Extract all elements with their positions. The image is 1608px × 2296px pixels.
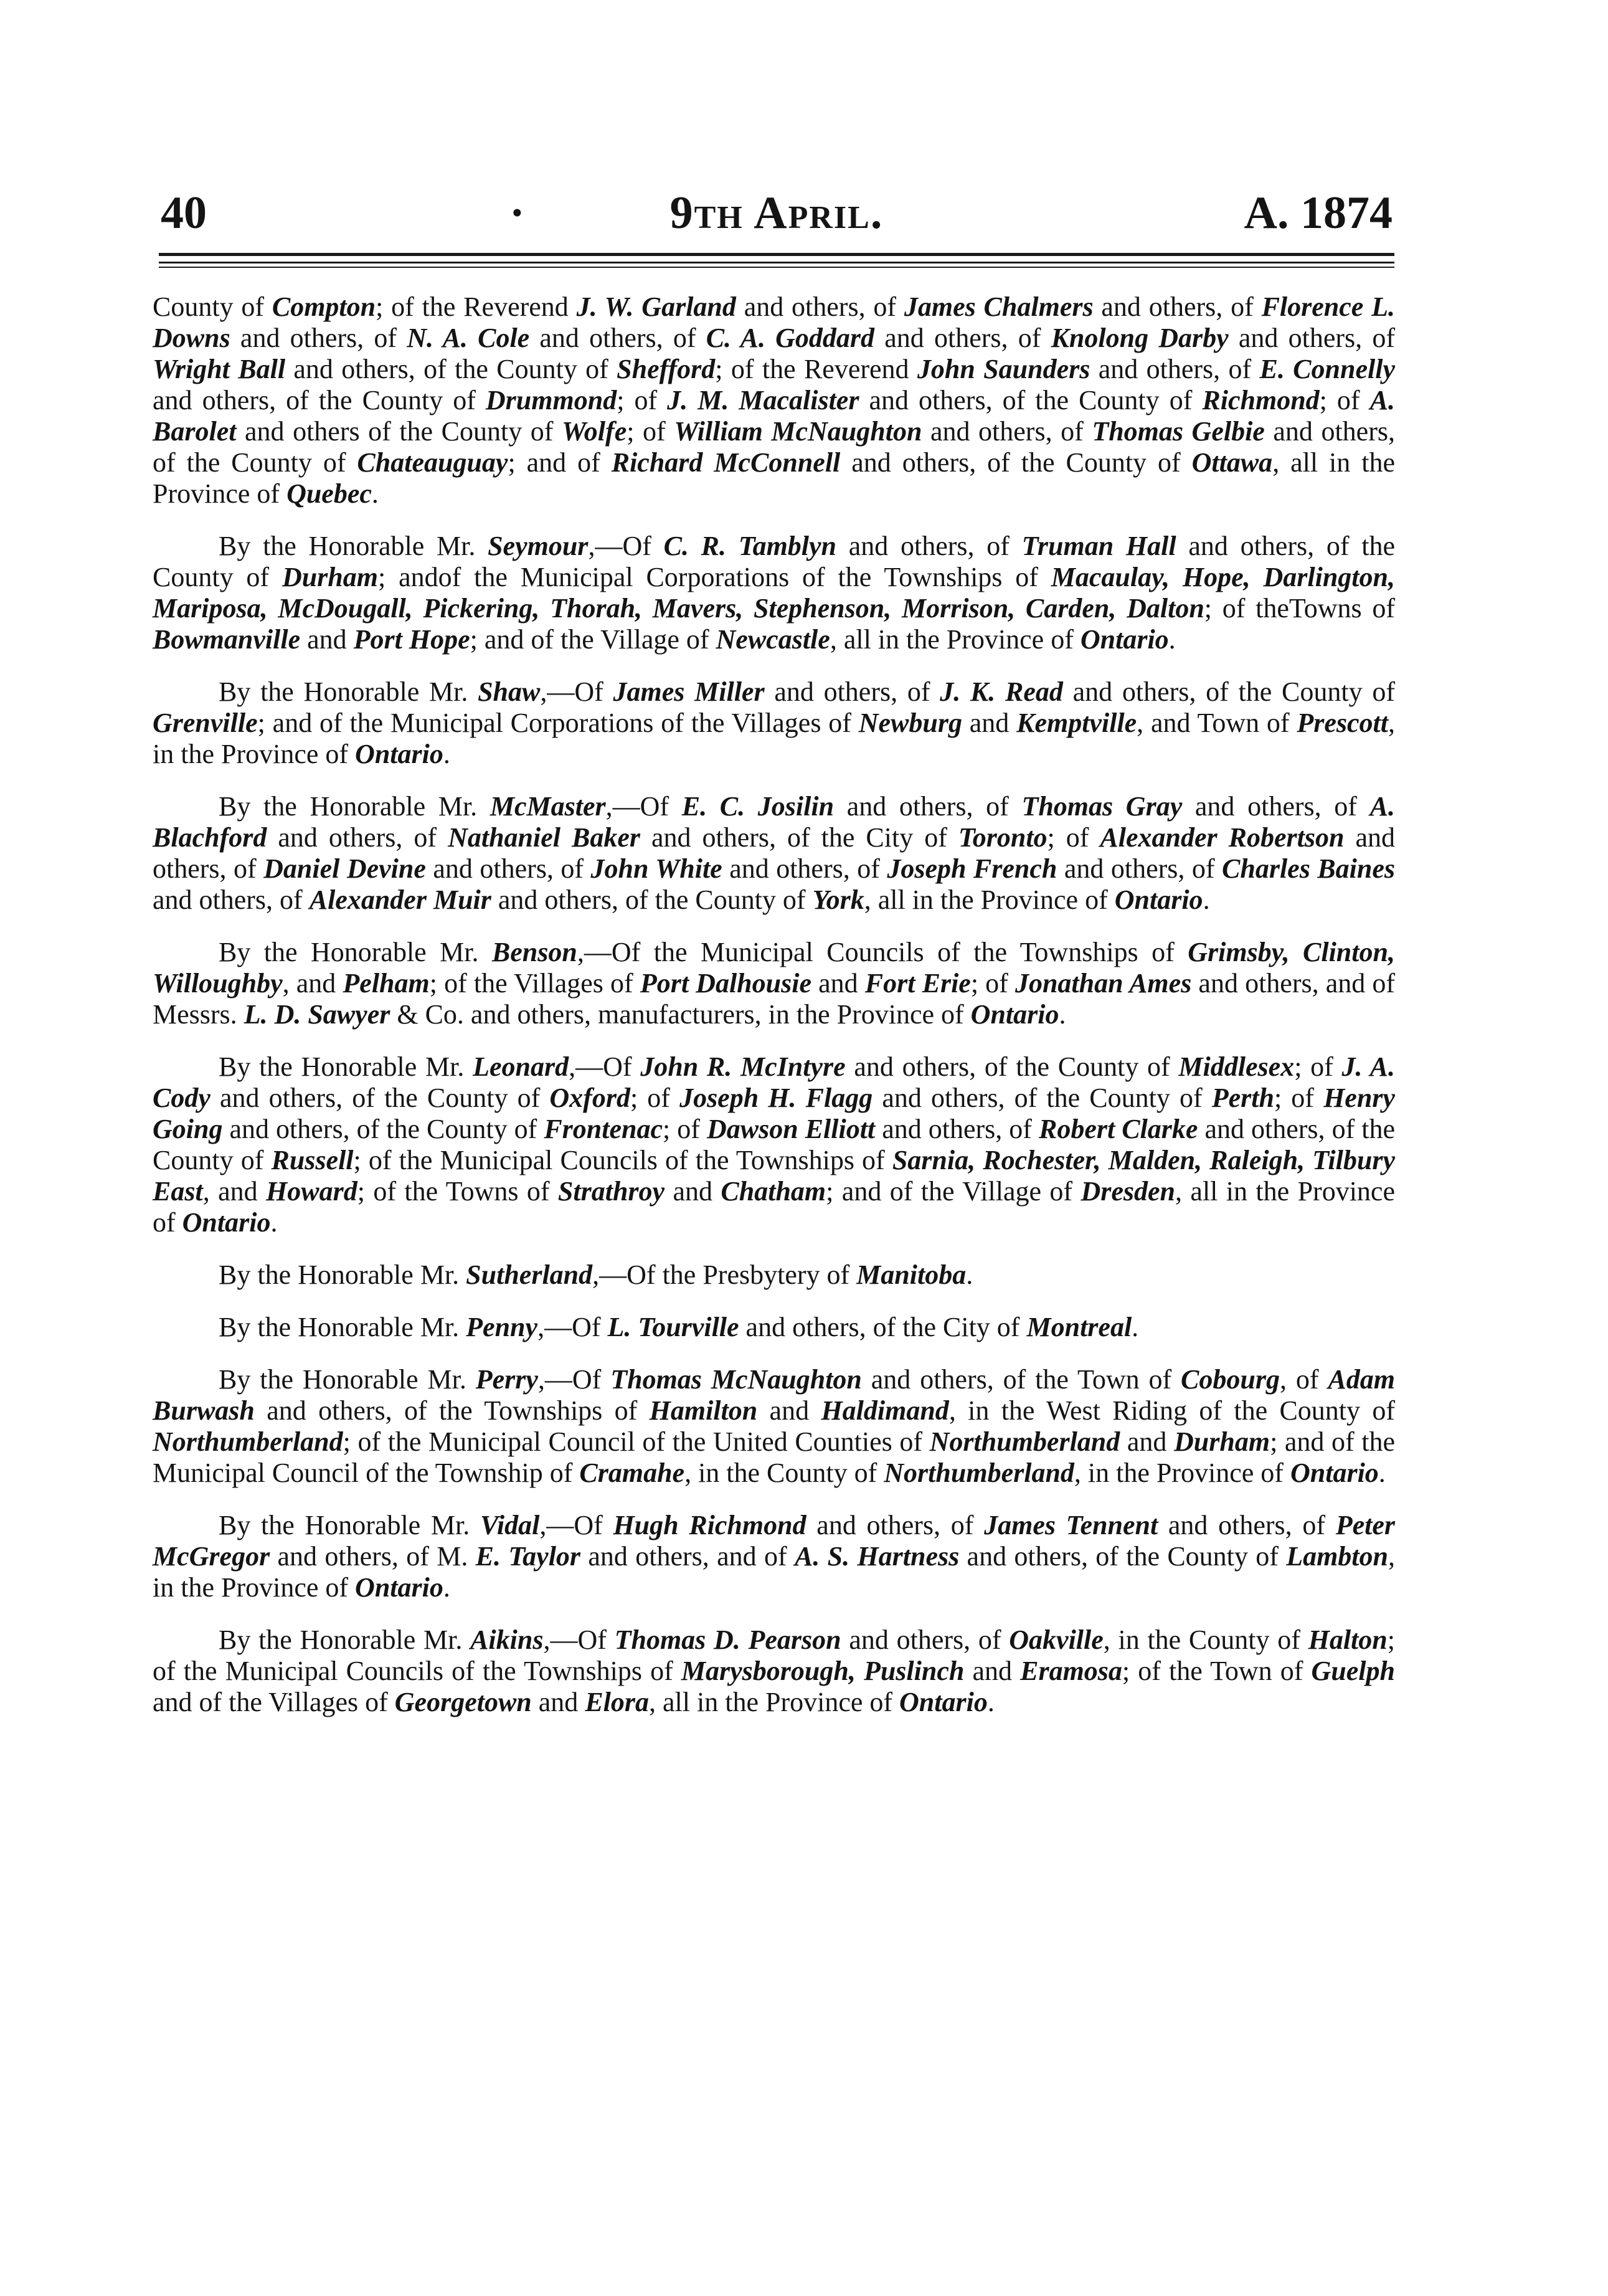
text-run: and others, of [722, 853, 887, 884]
text-run: ; of the Reverend [376, 292, 577, 322]
paragraph [153, 1364, 1395, 1489]
text-run: ; of [1047, 822, 1100, 853]
italic-name: Strathroy [557, 1176, 665, 1207]
text-run: and others, of the County of [491, 885, 813, 915]
text-run: , all in the Province of [153, 447, 1395, 509]
italic-name: Oxford [549, 1083, 630, 1113]
text-run: and [300, 624, 354, 655]
text-run: ; and of the Village of [826, 1176, 1081, 1207]
italic-name: John R. McIntyre [640, 1051, 846, 1082]
text-run: and others, of [1158, 1510, 1336, 1540]
italic-name: E. Connelly [1259, 354, 1395, 384]
italic-name: Marysborough, Puslinch [681, 1656, 965, 1686]
italic-name: Georgetown [394, 1687, 532, 1717]
text-run: and others, of [1228, 323, 1395, 353]
italic-name: Durham [1173, 1426, 1270, 1457]
paragraph [153, 791, 1395, 916]
text-run: and of the Villages of [153, 1687, 395, 1717]
italic-name: Kemptville [1016, 708, 1137, 738]
text-run: By the Honorable Mr. [219, 676, 478, 707]
text-run: and others, of [764, 676, 940, 707]
italic-name: Ontario [182, 1207, 271, 1238]
italic-name: Quebec [286, 478, 372, 509]
text-run: and others, of [1090, 354, 1260, 384]
header-date: 9th April. [669, 187, 884, 239]
text-run: ,—Of [569, 1051, 641, 1082]
text-run: ,—Of the Municipal Councils of the Townships of [577, 937, 1188, 967]
italic-name: Adam Burwash [153, 1364, 1395, 1426]
page-header [161, 187, 1393, 255]
italic-name: Hamilton [649, 1395, 758, 1426]
italic-name: Port Dalhousie [640, 968, 811, 999]
paragraph [153, 937, 1395, 1030]
text-run: and others, of the County of [845, 1051, 1179, 1082]
italic-name: Shaw [478, 676, 541, 707]
text-run: and others of the County of [236, 416, 562, 447]
text-run: . [1168, 624, 1176, 655]
italic-name: Aikins [470, 1625, 544, 1655]
text-run: and others, of [1093, 292, 1262, 322]
italic-name: Dawson Elliott [706, 1114, 876, 1144]
italic-name: John Saunders [917, 354, 1090, 384]
italic-name: J. M. Macalister [667, 385, 859, 415]
italic-name: L. D. Sawyer [244, 999, 390, 1030]
text-run: ; andof the Municipal Corporations of the Townships of [378, 562, 1051, 592]
italic-name: Northumberland [153, 1426, 343, 1457]
text-run: ; of [630, 1083, 680, 1113]
italic-name: Northumberland [884, 1458, 1074, 1488]
italic-name: Sarnia, Rochester, Malden, Raleigh, Tilbury East [153, 1145, 1395, 1207]
text-run: . [443, 739, 450, 769]
text-run: & Co. and others, manufacturers, in the Province of [390, 999, 971, 1030]
italic-name: Ontario [1114, 885, 1203, 915]
italic-name: Chatham [721, 1176, 826, 1207]
italic-name: Macaulay, Hope, Darlington, Mariposa, McDougall, Pickering, Thorah, Mavers, Stephenson, Morrison, Carden, Dalton [153, 562, 1395, 624]
paragraph [153, 1510, 1395, 1603]
italic-name: Benson [491, 937, 577, 967]
paragraph [153, 676, 1395, 770]
italic-name: Hugh Richmond [613, 1510, 806, 1540]
italic-name: Pelham [343, 968, 430, 999]
italic-name: C. A. Goddard [706, 323, 875, 353]
text-run: By the Honorable Mr. [219, 1312, 466, 1342]
italic-name: Richard McConnell [611, 447, 841, 478]
text-run: . [371, 478, 379, 509]
italic-name: McMaster [489, 791, 606, 822]
text-run: and others, of the County of [153, 531, 1395, 592]
paragraph [153, 292, 1395, 510]
text-run: and others, of the County of [285, 354, 617, 384]
italic-name: Richmond [1202, 385, 1320, 415]
text-run: and others, of [874, 323, 1051, 353]
text-run: , in the County of [1103, 1625, 1308, 1655]
italic-name: Howard [266, 1176, 357, 1207]
text-run: , all in the Province of [153, 1176, 1395, 1238]
italic-name: Halton [1308, 1625, 1388, 1655]
text-run: and others, and of [580, 1541, 795, 1572]
italic-name: E. Taylor [475, 1541, 581, 1572]
italic-name: Leonard [473, 1051, 569, 1082]
paragraph [153, 1625, 1395, 1718]
text-run: and others, of [267, 822, 448, 853]
italic-name: Russell [271, 1145, 354, 1175]
text-run: and others, of M. [270, 1541, 476, 1572]
italic-name: Knolong Darby [1051, 323, 1229, 353]
italic-name: Wright Ball [153, 354, 286, 384]
text-run: ; of the Municipal Councils of the Townships of [353, 1145, 892, 1175]
text-run: , in the Province of [1074, 1458, 1290, 1488]
italic-name: Ontario [1080, 624, 1169, 655]
italic-name: Cramahe [579, 1458, 685, 1488]
text-run: , and [202, 1176, 267, 1207]
text-run: ,—Of [540, 676, 613, 707]
italic-name: Port Hope [353, 624, 470, 655]
text-run: ,—Of [539, 1510, 613, 1540]
text-run: By the Honorable Mr. [219, 1510, 480, 1540]
text-run: and others, of the County of [153, 385, 486, 415]
italic-name: Truman Hall [1021, 531, 1176, 561]
text-run: and others, of [230, 323, 407, 353]
italic-name: Ontario [355, 1572, 443, 1603]
text-run: and others, of [735, 292, 904, 322]
text-run: . [443, 1572, 450, 1603]
text-run: ,—Of [605, 791, 682, 822]
italic-name: Cobourg [1181, 1364, 1280, 1395]
text-run: , all in the Province of [649, 1687, 900, 1717]
italic-name: Haldimand [821, 1395, 949, 1426]
italic-name: Florence L. Downs [153, 292, 1396, 353]
italic-name: Middlesex [1178, 1051, 1295, 1082]
text-run: . [1203, 885, 1210, 915]
italic-name: Northumberland [929, 1426, 1120, 1457]
text-run: and others, of the County of [1062, 676, 1395, 707]
italic-name: James Chalmers [904, 292, 1094, 322]
text-run: and others, of [834, 791, 1022, 822]
text-run: and [1120, 1426, 1174, 1457]
italic-name: Henry Going [153, 1083, 1395, 1144]
italic-name: James Miller [613, 676, 765, 707]
text-run: ,—Of the Presbytery of [592, 1259, 857, 1290]
paragraph [153, 531, 1395, 655]
italic-name: A. Barolet [153, 385, 1395, 447]
text-run: and others, of the County of [153, 416, 1395, 478]
text-run: ,—Of [543, 1625, 615, 1655]
italic-name: Sutherland [466, 1259, 593, 1290]
text-run: and others, and of Messrs. [153, 968, 1396, 1030]
text-run: ; of the Municipal Councils of the Townships of [153, 1625, 1395, 1686]
italic-name: J. A. Cody [153, 1051, 1395, 1113]
italic-name: Alexander Robertson [1100, 822, 1345, 853]
italic-name: Grimsby, Clinton, Willoughby [153, 937, 1395, 999]
italic-name: Vidal [480, 1510, 540, 1540]
italic-name: Seymour [488, 531, 589, 561]
header-rule [159, 267, 1394, 268]
italic-name: Durham [281, 562, 379, 592]
text-run: By the Honorable Mr. [219, 1259, 466, 1290]
text-run: and [757, 1395, 821, 1426]
text-run: and others, of the Townships of [254, 1395, 650, 1426]
italic-name: Lambton [1286, 1541, 1388, 1572]
italic-name: Ontario [355, 739, 443, 769]
italic-name: Prescott [1297, 708, 1388, 738]
italic-name: James Tennent [984, 1510, 1158, 1540]
text-run: ; of [627, 416, 674, 447]
text-run: By the Honorable Mr. [219, 1051, 473, 1082]
italic-name: York [812, 885, 864, 915]
text-run: ,—Of [588, 531, 664, 561]
text-run: and others, of the Town of [861, 1364, 1181, 1395]
italic-name: Jonathan Ames [1014, 968, 1192, 999]
italic-name: Thomas McNaughton [610, 1364, 862, 1395]
header-rule [159, 253, 1394, 256]
text-run: ; of the Reverend [715, 354, 917, 384]
text-run: and others, of [153, 822, 1395, 884]
text-run: , and [282, 968, 343, 999]
text-run: ; of theTowns of [1204, 593, 1395, 624]
italic-name: Ontario [970, 999, 1059, 1030]
text-run: ; of the Towns of [357, 1176, 558, 1207]
italic-name: Nathaniel Baker [448, 822, 640, 853]
text-run: ; and of the Municipal Council of the Township of [153, 1426, 1395, 1488]
header-year: A. 1874 [1244, 187, 1393, 239]
paragraph [153, 1312, 1395, 1343]
text-run: and others, of the City of [739, 1312, 1027, 1342]
text-run: and others, of [836, 531, 1022, 561]
text-run: and others, of the County of [222, 1114, 544, 1144]
italic-name: Joseph H. Flagg [679, 1083, 873, 1113]
italic-name: Guelph [1311, 1656, 1396, 1686]
text-run: and others, of the County of [873, 1083, 1212, 1113]
text-run: By the Honorable Mr. [219, 1364, 476, 1395]
italic-name: Robert Clarke [1038, 1114, 1198, 1144]
page-number: 40 [161, 187, 207, 239]
italic-name: John White [590, 853, 722, 884]
italic-name: Wolfe [561, 416, 627, 447]
italic-name: J. K. Read [940, 676, 1063, 707]
italic-name: Compton [272, 292, 376, 322]
text-run: ; of the Town of [1122, 1656, 1312, 1686]
italic-name: Joseph French [887, 853, 1057, 884]
italic-name: Fort Erie [864, 968, 971, 999]
text-run: , in the Province of [153, 1541, 1395, 1603]
text-run: and others, of [1182, 791, 1370, 822]
text-run: and others, of [529, 323, 706, 353]
italic-name: Newcastle [716, 624, 830, 655]
italic-name: Grenville [153, 708, 258, 738]
italic-name: Drummond [485, 385, 617, 415]
italic-name: Peter McGregor [153, 1510, 1395, 1572]
italic-name: Frontenac [544, 1114, 663, 1144]
text-run: By the Honorable Mr. [219, 937, 492, 967]
text-run: , in the West Riding of the County of [948, 1395, 1396, 1426]
text-run: . [270, 1207, 278, 1238]
italic-name: N. A. Cole [407, 323, 530, 353]
italic-name: Thomas Gelbie [1092, 416, 1265, 447]
italic-name: E. C. Josilin [681, 791, 835, 822]
italic-name: Dresden [1081, 1176, 1176, 1207]
text-run: ; and of the Village of [470, 624, 716, 655]
text-run: and others, of the County of [840, 447, 1192, 478]
italic-name: J. W. Garland [576, 292, 736, 322]
text-run: ; of [1274, 1083, 1324, 1113]
text-run: and others, of the City of [640, 822, 958, 853]
text-run: and others, of [841, 1625, 1010, 1655]
italic-name: Perth [1211, 1083, 1274, 1113]
italic-name: Oakville [1009, 1625, 1104, 1655]
text-run: ; of [1319, 385, 1370, 415]
italic-name: Perry [475, 1364, 538, 1395]
text-run: and others, of [806, 1510, 985, 1540]
text-run: ; of the Municipal Council of the United Counties of [343, 1426, 930, 1457]
text-run: By the Honorable Mr. [219, 531, 488, 561]
text-run: ; and of [508, 447, 612, 478]
text-run: ; of the Villages of [429, 968, 640, 999]
italic-name: Thomas Gray [1021, 791, 1183, 822]
italic-name: Toronto [958, 822, 1048, 853]
italic-name: Shefford [617, 354, 716, 384]
text-run: ,—Of [537, 1364, 611, 1395]
italic-name: Alexander Muir [309, 885, 491, 915]
text-run: ,—Of [537, 1312, 608, 1342]
text-run: By the Honorable Mr. [219, 1625, 471, 1655]
text-run: , of [1279, 1364, 1328, 1395]
text-run: . [1132, 1312, 1139, 1342]
text-run: ; of [1294, 1051, 1342, 1082]
text-run: ; of [663, 1114, 707, 1144]
text-run: and others, of [425, 853, 591, 884]
italic-name: L. Tourville [607, 1312, 739, 1342]
text-run: and others, of [875, 1114, 1039, 1144]
italic-name: Ottawa [1191, 447, 1273, 478]
text-run: , in the Province of [153, 708, 1395, 769]
page-body [153, 292, 1395, 1739]
italic-name: Ontario [1290, 1458, 1379, 1488]
italic-name: Bowmanville [153, 624, 301, 655]
text-run: and others, of [153, 885, 310, 915]
text-run: and others, of [1057, 853, 1223, 884]
italic-name: Thomas D. Pearson [614, 1625, 841, 1655]
italic-name: Charles Baines [1222, 853, 1396, 884]
text-run: , in the County of [684, 1458, 884, 1488]
paragraph [153, 1051, 1395, 1238]
italic-name: Daniel Devine [263, 853, 426, 884]
text-run: and [964, 1656, 1021, 1686]
italic-name: Chateauguay [357, 447, 508, 478]
italic-name: Elora [585, 1687, 650, 1717]
header-separator: · [509, 187, 525, 239]
text-run: . [966, 1259, 973, 1290]
italic-name: A. S. Hartness [794, 1541, 960, 1572]
italic-name: Manitoba [856, 1259, 967, 1290]
text-run: , and Town of [1137, 708, 1297, 738]
text-run: . [1059, 999, 1066, 1030]
italic-name: Ontario [899, 1687, 988, 1717]
text-run: , all in the Province of [864, 885, 1115, 915]
text-run: . [987, 1687, 995, 1717]
italic-name: A. Blachford [153, 791, 1395, 853]
italic-name: Eramosa [1020, 1656, 1122, 1686]
text-run: . [1378, 1458, 1386, 1488]
text-run: and others, of the County of [210, 1083, 550, 1113]
text-run: and others, of [922, 416, 1092, 447]
text-run: ; and of the Municipal Corporations of the Villages of [257, 708, 859, 738]
header-rule [159, 262, 1394, 263]
italic-name: Penny [466, 1312, 538, 1342]
text-run: and [962, 708, 1017, 738]
text-run: and [811, 968, 865, 999]
italic-name: Montreal [1026, 1312, 1132, 1342]
text-run: and others, of the County of [153, 1114, 1396, 1175]
text-run: and [531, 1687, 585, 1717]
text-run: , all in the Province of [830, 624, 1081, 655]
italic-name: C. R. Tamblyn [663, 531, 837, 561]
italic-name: William McNaughton [674, 416, 922, 447]
text-run: ; of [970, 968, 1015, 999]
italic-name: Newburg [858, 708, 962, 738]
paragraph [153, 1259, 1395, 1291]
text-run: ; of [617, 385, 668, 415]
text-run: County of [153, 292, 272, 322]
text-run: By the Honorable Mr. [219, 791, 490, 822]
text-run: and [664, 1176, 721, 1207]
text-run: and others, of the County of [959, 1541, 1287, 1572]
text-run: and others, of the County of [859, 385, 1203, 415]
